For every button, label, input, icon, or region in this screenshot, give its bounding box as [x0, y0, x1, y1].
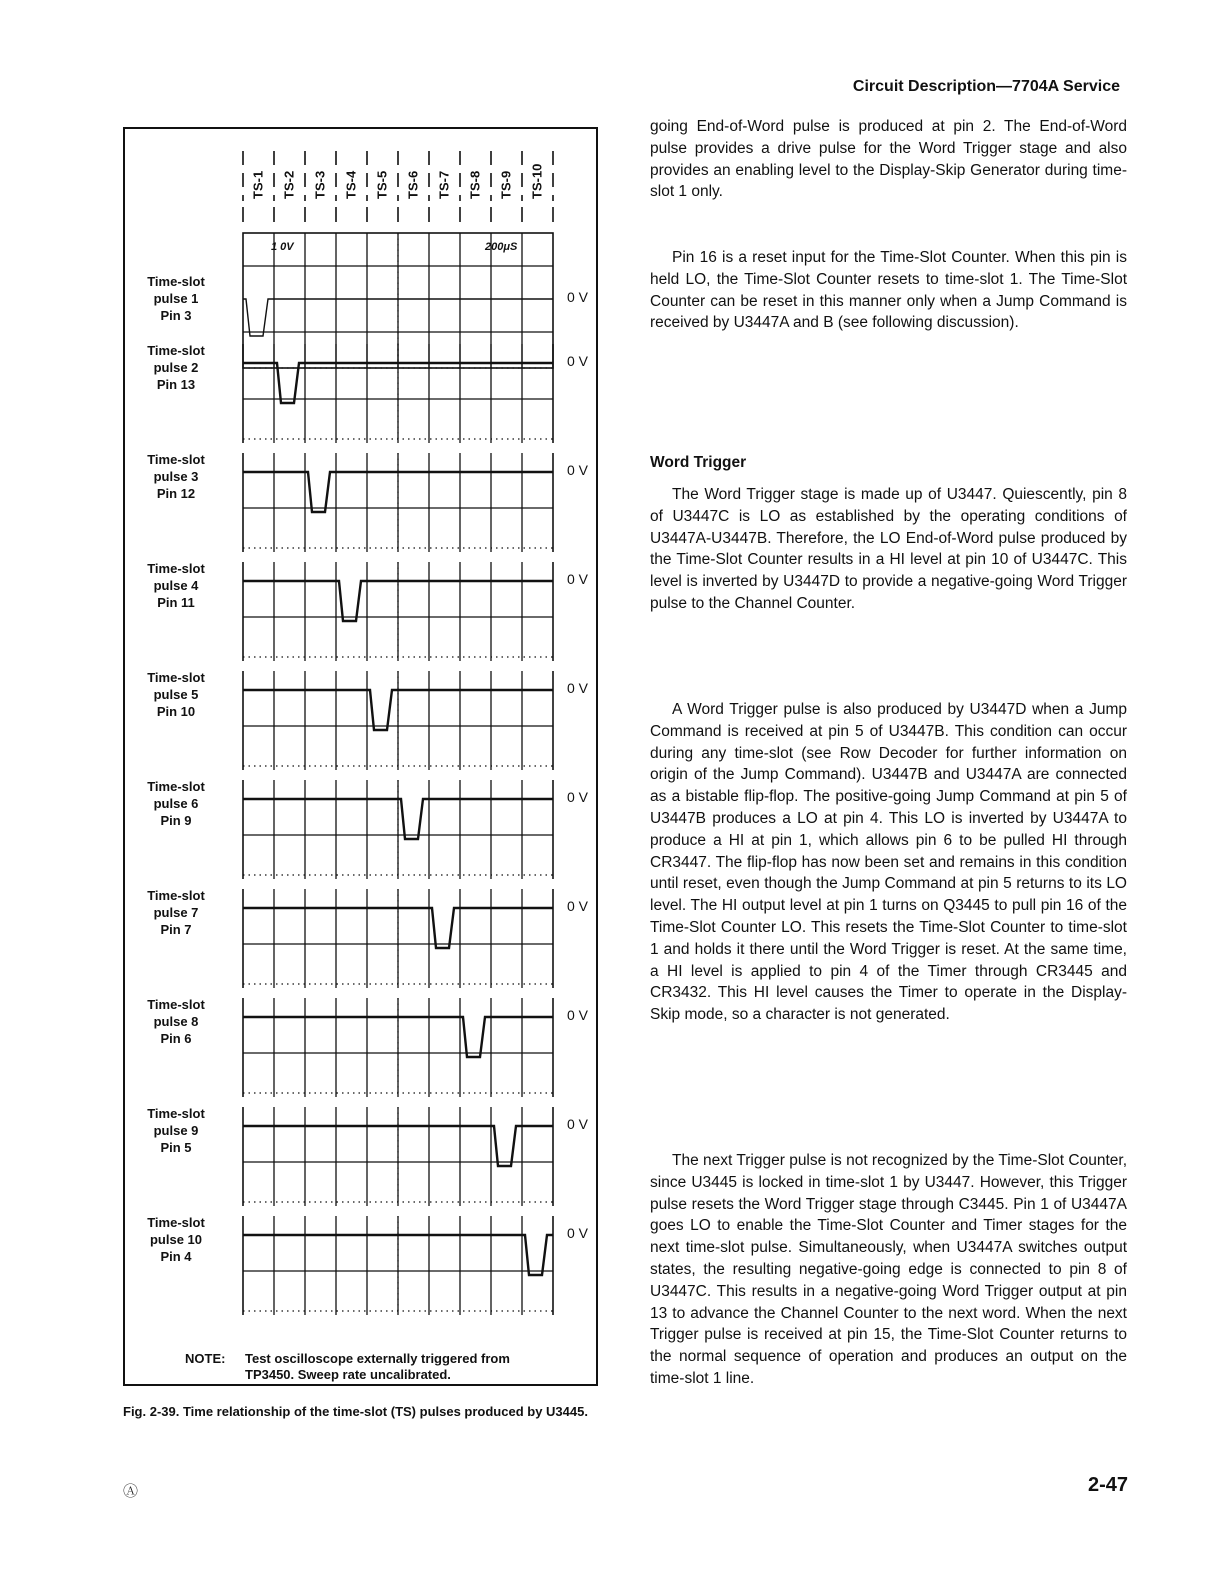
trace-label-10 — [131, 1214, 221, 1265]
text-block-3 — [650, 484, 1127, 615]
trace-label-6 — [131, 778, 221, 829]
trace-label-3 — [131, 451, 221, 502]
note-key: NOTE: — [185, 1351, 226, 1366]
trace-label-line: Pin 6 — [160, 1031, 192, 1046]
zero-volt-label: 0 V — [567, 680, 589, 696]
trace-label-line: pulse 2 — [153, 360, 199, 375]
ts-label-3: TS-3 — [312, 170, 328, 199]
trace-label-5 — [131, 669, 221, 720]
trace-label-line: pulse 3 — [153, 469, 199, 484]
trace-label-line: Pin 13 — [156, 377, 196, 392]
ts-label-8: TS-8 — [467, 170, 483, 199]
ts-label-4: TS-4 — [343, 170, 359, 199]
trace-label-line: pulse 6 — [153, 796, 199, 811]
trace-label-line: Pin 9 — [160, 813, 192, 828]
text-block-4 — [650, 699, 1127, 1026]
figure-caption: Fig. 2-39. Time relationship of the time-slot (TS) pulses produced by U3445. — [123, 1404, 588, 1419]
trace-label-line: Time-slot — [147, 997, 205, 1012]
paragraph-2: Pin 16 is a reset input for the Time-Slot Counter. When this pin is held LO, the Time-Slot Counter resets to time-slot 1. The Time-Slot Counter can be reset in this manner only when a Jump Command is received by U3447A and B (see following discussion). — [650, 249, 1127, 332]
text-block-2 — [650, 247, 1127, 334]
figure-note — [185, 1351, 510, 1383]
trace-label-line: Pin 11 — [157, 595, 195, 610]
section-heading — [650, 452, 1127, 474]
trace-label-line: Time-slot — [147, 1215, 205, 1230]
paragraph-5: The next Trigger pulse is not recognized by the Time-Slot Counter, since U3445 is locked in time-slot 1 by U3447. However, this Trigger pulse resets the Word Trigger stage through C3445. Pin 1 of U3447A goes LO to enable the Time-Slot Counter and Timer stages for the next time-slot pulse. Simultaneously, when U3447A switches output states, the resulting negative-going edge is connected to pin 8 of U3447C. This results in a negative-going Word Trigger output at pin 13 to advance the Channel Counter to the next word. When the next Trigger pulse is received at pin 15, the Time-Slot Counter returns to the normal sequence of operation and produces an output on the time-slot 1 line. — [650, 1152, 1127, 1387]
paragraph-3: The Word Trigger stage is made up of U3447. Quiescently, pin 8 of U3447C is LO as established by the operating conditions of U3447A-U3447B. Therefore, the LO End-of-Word pulse produced by the Time-Slot Counter results in a HI level at pin 10 of U3447C. This level is inverted by U3447D to provide a negative-going Word Trigger pulse to the Channel Counter. — [650, 486, 1127, 612]
zero-volt-label: 0 V — [567, 1116, 589, 1132]
heading-word-trigger: Word Trigger — [650, 454, 747, 471]
note-line-2: TP3450. Sweep rate uncalibrated. — [245, 1367, 451, 1382]
trace-label-7 — [131, 887, 221, 938]
ts-label-2: TS-2 — [281, 170, 297, 199]
volts-per-div-annotation: 1 0V — [271, 241, 294, 253]
trace-label-9 — [131, 1105, 221, 1156]
trace-label-line: Pin 12 — [156, 486, 196, 501]
running-header: Circuit Description—7704A Service — [852, 78, 1120, 95]
zero-volt-label: 0 V — [567, 571, 589, 587]
zero-volt-label: 0 V — [567, 898, 589, 914]
trace-label-line: Pin 3 — [160, 308, 192, 323]
trace-label-4 — [131, 560, 221, 611]
ts-label-1: TS-1 — [250, 170, 266, 199]
trace-label-1 — [131, 273, 221, 324]
trace-label-line: Time-slot — [147, 343, 205, 358]
zero-volt-label: 0 V — [567, 1225, 589, 1241]
time-per-div-annotation: 200μS — [485, 241, 518, 253]
zero-volt-label: 0 V — [567, 353, 589, 369]
ts-label-5: TS-5 — [374, 170, 390, 199]
trace-label-8 — [131, 996, 221, 1047]
trace-label-line: pulse 8 — [153, 1014, 199, 1029]
trace-label-line: Time-slot — [147, 1106, 205, 1121]
trace-label-line: Time-slot — [147, 779, 205, 794]
zero-volt-label: 0 V — [567, 462, 589, 478]
zero-volt-label: 0 V — [567, 289, 589, 305]
ts-label-10: TS-10 — [529, 163, 545, 199]
trace-label-line: Pin 4 — [160, 1249, 192, 1264]
trace-label-line: Pin 5 — [160, 1140, 192, 1155]
trace-label-2 — [131, 342, 221, 393]
figure-2-39 — [123, 127, 598, 1386]
zero-volt-label: 0 V — [567, 789, 589, 805]
trace-label-line: pulse 7 — [153, 905, 199, 920]
trace-label-line: Pin 7 — [160, 922, 192, 937]
page-number: 2-47 — [1087, 1474, 1128, 1496]
trace-label-line: Time-slot — [147, 888, 205, 903]
trace-label-line: Pin 10 — [156, 704, 196, 719]
trace-label-line: Time-slot — [147, 561, 205, 576]
text-block-5 — [650, 1150, 1127, 1390]
text-block-1 — [650, 116, 1127, 203]
ts-label-7: TS-7 — [436, 170, 452, 199]
trace-label-line: pulse 10 — [149, 1232, 203, 1247]
trace-label-line: Time-slot — [147, 274, 205, 289]
paragraph-1: going End-of-Word pulse is produced at pin 2. The End-of-Word pulse provides a drive pulse for the Word Trigger stage and also provides an enabling level to the Display-Skip Generator during time-slot 1 only. — [650, 118, 1127, 201]
revision-mark: Ⓐ — [123, 1483, 139, 1500]
paragraph-4: A Word Trigger pulse is also produced by U3447D when a Jump Command is received at pin 5 of U3447B. This condition can occur during any time-slot (see Row Decoder for further information on origin of the Jump Command). U3447B and U3447A are connected as a bistable flip-flop. The positive-going Jump Command at pin 5 of U3447B produces a LO at pin 4. This LO is inverted by U3447A to produce a HI at pin 1, which allows pin 6 to be pulled HI through CR3447. The flip-flop has now been set and remains in this condition until reset, even though the Jump Command at pin 5 returns to its LO level. The HI output level at pin 1 turns on Q3445 to pull pin 16 of the Time-Slot Counter LO. This resets the Time-Slot Counter to time-slot 1 and holds it there until the Word Trigger is reset. At the same time, a HI level is applied to pin 4 of the Timer through CR3445 and CR3432. This HI level causes the Timer to operate in the Display-Skip mode, so a character is not generated. — [650, 701, 1127, 1024]
trace-label-line: pulse 4 — [153, 578, 199, 593]
zero-volt-label: 0 V — [567, 1007, 589, 1023]
note-line-1: Test oscilloscope externally triggered from — [245, 1351, 510, 1366]
trace-label-line: Time-slot — [147, 670, 205, 685]
ts-label-6: TS-6 — [405, 170, 421, 199]
trace-label-line: pulse 1 — [153, 291, 199, 306]
trace-label-line: Time-slot — [147, 452, 205, 467]
ts-label-9: TS-9 — [498, 170, 514, 199]
trace-label-line: pulse 5 — [153, 687, 199, 702]
trace-label-line: pulse 9 — [153, 1123, 199, 1138]
